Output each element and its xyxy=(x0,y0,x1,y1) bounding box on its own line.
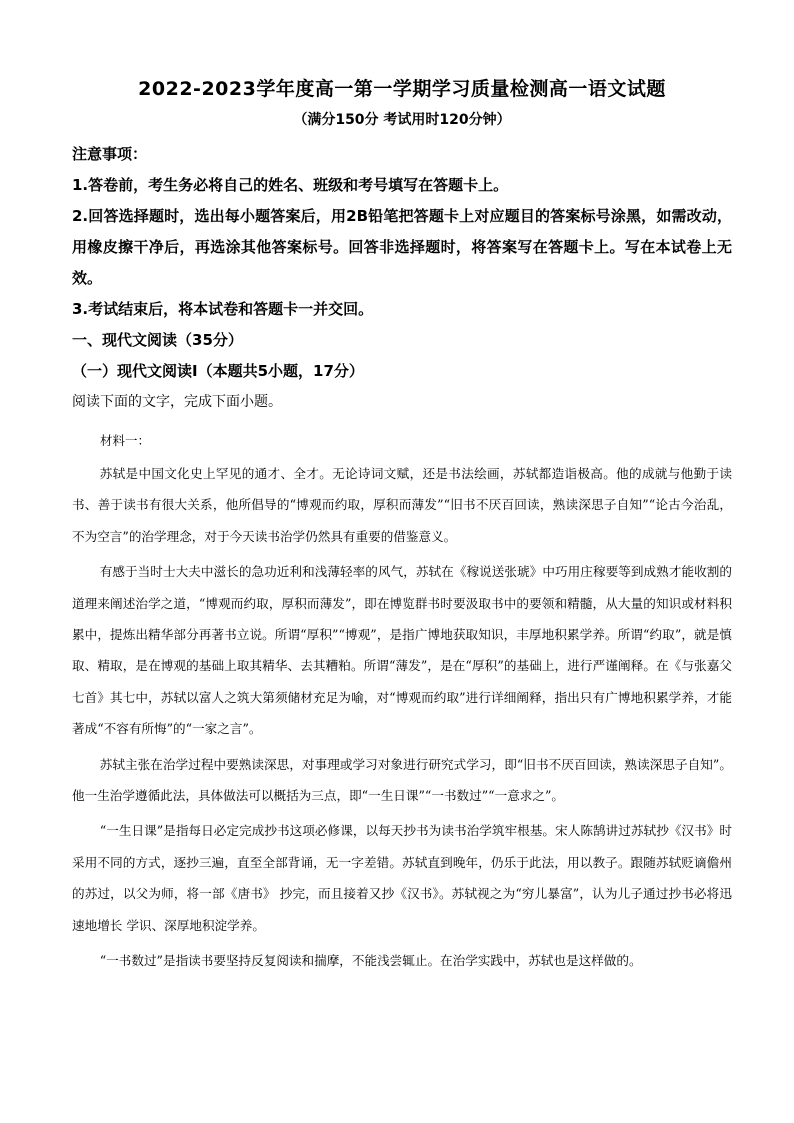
material-one xyxy=(72,426,732,977)
notice-item-3: 3.考试结束后，将本试卷和答题卡一并交回。 xyxy=(72,300,374,318)
section-heading: 一、现代文阅读（35分） xyxy=(72,331,243,349)
subsection-heading: （一）现代文阅读Ⅰ（本题共5小题，17分） xyxy=(72,362,364,380)
notice-heading: 注意事项： xyxy=(72,145,148,163)
material-paragraph-3: 苏轼主张在治学过程中要熟读深思，对事理或学习对象进行研究式学习，即“旧书不厌百回读，熟读深思子自知”。他一生治学遵循此法，具体做法可以概括为三点，即“一生日课”“一书数过”“一意求之”。 xyxy=(72,756,732,804)
material-label: 材料一： xyxy=(100,433,151,448)
material-paragraph-5: “一书数过”是指读书要坚持反复阅读和揣摩，不能浅尝辄止。在治学实践中，苏轼也是这样做的。 xyxy=(99,953,642,969)
material-paragraph-4: “一生日课”是指每日必定完成抄书这项必修课，以每天抄书为读书治学筑牢根基。宋人陈鹄讲过苏轼抄《汉书》时采用不同的方式，逐抄三遍，直至全部背诵，无一字差错。苏轼直到晚年，仍乐于此法，用以教子。跟随苏轼贬谪儋州的苏过，以父为师，将一部《唐书》 抄完，而且接着又抄《汉书》。苏轼视之为“穷儿暴富”，认为儿子通过抄书必将迅速地增长 学识、深厚地积淀学养。 xyxy=(72,823,732,933)
notice-item-1: 1.答卷前，考生务必将自己的姓名、班级和考号填写在答题卡上。 xyxy=(72,176,509,194)
exam-title: 2022-2023学年度高一第一学期学习质量检测高一语文试题 xyxy=(138,78,666,100)
material-paragraph-2: 有感于当时士大夫中滋长的急功近利和浅薄轻率的风气，苏轼在《稼说送张琥》中巧用庄稼要等到成熟才能收割的道理来阐述治学之道，“博观而约取，厚积而薄发”，即在博览群书时要汲取书中的要领和精髓，从大量的知识或材料积累中，提炼出精华部分再著书立说。所谓“厚积”“博观”，是指广博地获取知识，丰厚地积累学养。所谓“约取”，就是慎取、精取，是在博观的基础上取其精华、去其糟粕。所谓“薄发”，是在“厚积”的基础上，进行严谨阐释。在《与张嘉父七首》其七中，苏轼以富人之筑大第须储材充足为喻，对“博观而约取”进行详细阐释，指出只有广博地积累学养，才能著成“不容有所悔”的“一家之言”。 xyxy=(72,564,732,737)
material-paragraph-1: 苏轼是中国文化史上罕见的通才、全才。无论诗词文赋，还是书法绘画，苏轼都造诣极高。他的成就与他勤于读书、善于读书有很大关系，他所倡导的“博观而约取，厚积而薄发”“旧书不厌百回读，熟读深思子自知”“论古今治乱，不为空言”的治学理念，对于今天读书治学仍然具有重要的借鉴意义。 xyxy=(72,466,732,544)
notice-block xyxy=(72,139,732,325)
exam-subtitle: （满分150分 考试用时120分钟） xyxy=(293,112,511,128)
notice-item-2: 2.回答选择题时，选出每小题答案后，用2B铅笔把答题卡上对应题目的答案标号涂黑，如需改动，用橡皮擦干净后，再选涂其他答案标号。回答非选择题时，将答案写在答题卡上。写在本试卷上无效。 xyxy=(72,207,732,287)
reading-instruction: 阅读下面的文字，完成下面小题。 xyxy=(72,394,282,410)
